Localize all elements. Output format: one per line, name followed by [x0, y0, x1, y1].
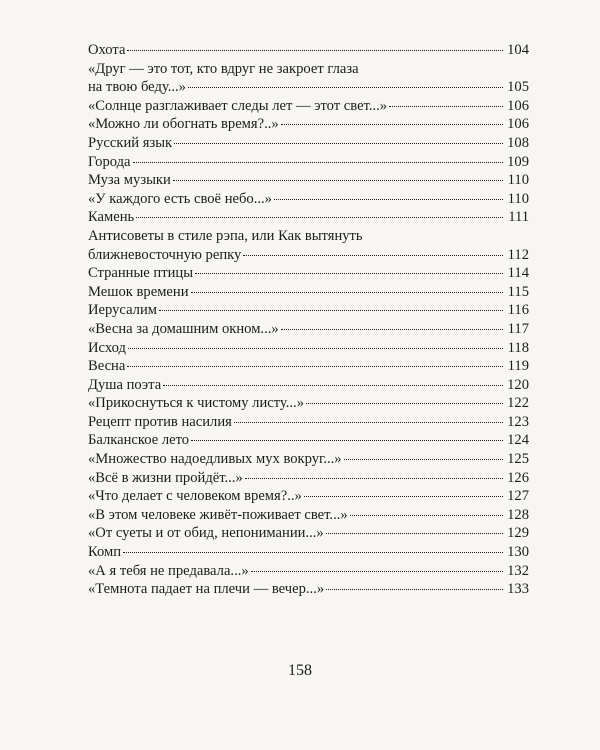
toc-entry-page: 117	[507, 320, 529, 337]
toc-entry-page: 123	[507, 413, 529, 430]
toc-entry-title: Весна	[88, 358, 126, 375]
toc-entry	[88, 413, 529, 432]
toc-entry-line	[88, 171, 529, 190]
dot-leader	[281, 124, 503, 125]
dot-leader	[123, 552, 503, 553]
toc-entry-title: Охота	[88, 42, 126, 58]
toc-entry-title: Города	[88, 153, 131, 170]
toc-entry-page: 129	[507, 525, 529, 542]
toc-entry-page: 127	[507, 488, 529, 505]
toc-entry-line	[88, 97, 529, 116]
toc-entry-line	[88, 376, 529, 395]
toc-entry-title: «У каждого есть своё небо...»	[88, 190, 272, 207]
toc-entry	[88, 227, 529, 264]
toc-entry-line	[88, 134, 529, 153]
toc-entry-title: «Можно ли обогнать время?..»	[88, 116, 279, 133]
toc-entry-title: «От суеты и от обид, непонимании...»	[88, 525, 324, 542]
toc-entry-title-line: «Друг — это тот, кто вдруг не закроет глаза	[88, 60, 359, 77]
dot-leader	[304, 496, 503, 497]
toc-entry-line	[88, 524, 529, 543]
toc-entry-page: 111	[508, 209, 529, 226]
toc-entry-line	[88, 394, 529, 413]
toc-entry-page: 119	[507, 358, 529, 375]
toc-entry-title: «Весна за домашним окном...»	[88, 320, 279, 337]
dot-leader	[245, 478, 503, 479]
toc-entry	[88, 580, 529, 599]
toc-entry-line	[88, 153, 529, 172]
toc-entry	[88, 469, 529, 488]
toc-entry	[88, 562, 529, 581]
toc-entry	[88, 506, 529, 525]
toc-entry-line	[88, 543, 529, 562]
toc-entry-page: 116	[507, 302, 529, 319]
toc-entry-line	[88, 506, 529, 525]
toc-entry-page: 105	[507, 79, 529, 96]
dot-leader	[127, 50, 503, 51]
dot-leader	[274, 199, 503, 200]
toc-entry-line	[88, 320, 529, 339]
toc-entry-line	[88, 487, 529, 506]
toc-entry-title: «Прикоснуться к чистому листу...»	[88, 395, 304, 412]
toc-entry	[88, 115, 529, 134]
toc-entry	[88, 339, 529, 358]
table-of-contents	[88, 41, 529, 599]
toc-entry-page: 130	[507, 544, 529, 561]
toc-entry-line	[88, 339, 529, 358]
toc-entry-title: Иерусалим	[88, 302, 158, 319]
toc-entry-title: «В этом человеке живёт-поживает свет...»	[88, 506, 348, 523]
toc-entry-page: 125	[507, 451, 529, 468]
toc-entry-line	[88, 246, 529, 265]
toc-entry-line	[88, 413, 529, 432]
toc-entry-title: «Солнце разглаживает следы лет — этот свет...»	[88, 97, 388, 114]
dot-leader	[127, 366, 503, 367]
toc-entry-line	[88, 78, 529, 97]
toc-entry	[88, 41, 529, 60]
toc-entry-page: 118	[507, 339, 529, 356]
toc-entry-line	[88, 208, 529, 227]
toc-entry	[88, 487, 529, 506]
toc-entry-title-line: Антисоветы в стиле рэпа, или Как вытянуть	[88, 227, 363, 244]
toc-entry-line	[88, 357, 529, 376]
toc-entry-title: ближневосточную репку	[88, 246, 242, 263]
toc-entry-title: Балканское лето	[88, 432, 190, 449]
toc-entry-page: 114	[507, 265, 529, 282]
dot-leader	[174, 143, 503, 144]
dot-leader	[326, 589, 503, 590]
toc-entry	[88, 134, 529, 153]
toc-entry-title: Комп	[88, 544, 122, 561]
toc-entry	[88, 97, 529, 116]
dot-leader	[243, 255, 503, 256]
toc-entry-page: 124	[507, 432, 529, 449]
toc-entry-page: 132	[507, 562, 529, 579]
dot-leader	[389, 106, 503, 107]
toc-entry	[88, 208, 529, 227]
toc-entry-title: Камень	[88, 209, 135, 226]
toc-entry-page: 110	[507, 172, 529, 189]
toc-entry	[88, 431, 529, 450]
toc-entry-title: «Всё в жизни пройдёт...»	[88, 469, 243, 486]
toc-entry-page: 108	[507, 134, 529, 151]
dot-leader	[344, 459, 503, 460]
toc-entry-line	[88, 450, 529, 469]
toc-entry-line	[88, 431, 529, 450]
toc-entry-page: 106	[507, 97, 529, 114]
toc-entry-page: 115	[507, 283, 529, 300]
toc-entry-line	[88, 115, 529, 134]
dot-leader	[251, 571, 503, 572]
toc-entry	[88, 376, 529, 395]
dot-leader	[326, 533, 503, 534]
toc-entry	[88, 190, 529, 209]
dot-leader	[163, 385, 503, 386]
toc-entry	[88, 357, 529, 376]
dot-leader	[173, 180, 503, 181]
toc-entry-title: на твою беду...»	[88, 79, 186, 96]
toc-entry	[88, 171, 529, 190]
toc-entry-title: «Что делает с человеком время?..»	[88, 488, 302, 505]
toc-entry-title: Исход	[88, 339, 126, 356]
toc-entry-title: Русский язык	[88, 134, 173, 151]
dot-leader	[159, 310, 503, 311]
toc-entry-page: 104	[507, 42, 529, 58]
toc-entry-page: 122	[507, 395, 529, 412]
toc-entry	[88, 394, 529, 413]
dot-leader	[306, 403, 503, 404]
toc-entry-title: «Множество надоедливых мух вокруг...»	[88, 451, 342, 468]
toc-entry-page: 110	[507, 190, 529, 207]
dot-leader	[350, 515, 503, 516]
toc-entry-line	[88, 469, 529, 488]
dot-leader	[191, 292, 503, 293]
toc-entry	[88, 524, 529, 543]
page-number-footer: 158	[288, 662, 312, 679]
toc-entry-page: 126	[507, 469, 529, 486]
toc-entry-page: 120	[507, 376, 529, 393]
dot-leader	[281, 329, 503, 330]
dot-leader	[128, 348, 503, 349]
toc-entry	[88, 283, 529, 302]
toc-entry-title: Муза музыки	[88, 172, 171, 189]
toc-entry-page: 109	[507, 153, 529, 170]
toc-entry-title: Рецепт против насилия	[88, 413, 232, 430]
toc-entry-title: Душа поэта	[88, 376, 162, 393]
toc-entry-line	[88, 41, 529, 60]
toc-entry	[88, 153, 529, 172]
toc-entry	[88, 543, 529, 562]
toc-entry	[88, 320, 529, 339]
toc-entry	[88, 301, 529, 320]
toc-entry-page: 112	[507, 246, 529, 263]
toc-entry-page: 128	[507, 506, 529, 523]
toc-entry	[88, 60, 529, 97]
toc-entry-line	[88, 283, 529, 302]
dot-leader	[188, 87, 503, 88]
dot-leader	[234, 422, 503, 423]
toc-entry	[88, 450, 529, 469]
toc-entry-line	[88, 190, 529, 209]
toc-entry-line	[88, 580, 529, 599]
toc-entry-title: «А я тебя не предавала...»	[88, 562, 249, 579]
toc-entry-page: 106	[507, 116, 529, 133]
toc-entry-line	[88, 264, 529, 283]
dot-leader	[195, 273, 503, 274]
toc-entry-page: 133	[507, 581, 529, 598]
dot-leader	[133, 162, 503, 163]
toc-entry-title: Странные птицы	[88, 265, 194, 282]
toc-entry-title: Мешок времени	[88, 283, 189, 300]
dot-leader	[136, 217, 503, 218]
toc-entry-title: «Темнота падает на плечи — вечер...»	[88, 581, 325, 598]
toc-entry-line	[88, 562, 529, 581]
toc-entry-line	[88, 301, 529, 320]
toc-entry	[88, 264, 529, 283]
dot-leader	[191, 440, 503, 441]
